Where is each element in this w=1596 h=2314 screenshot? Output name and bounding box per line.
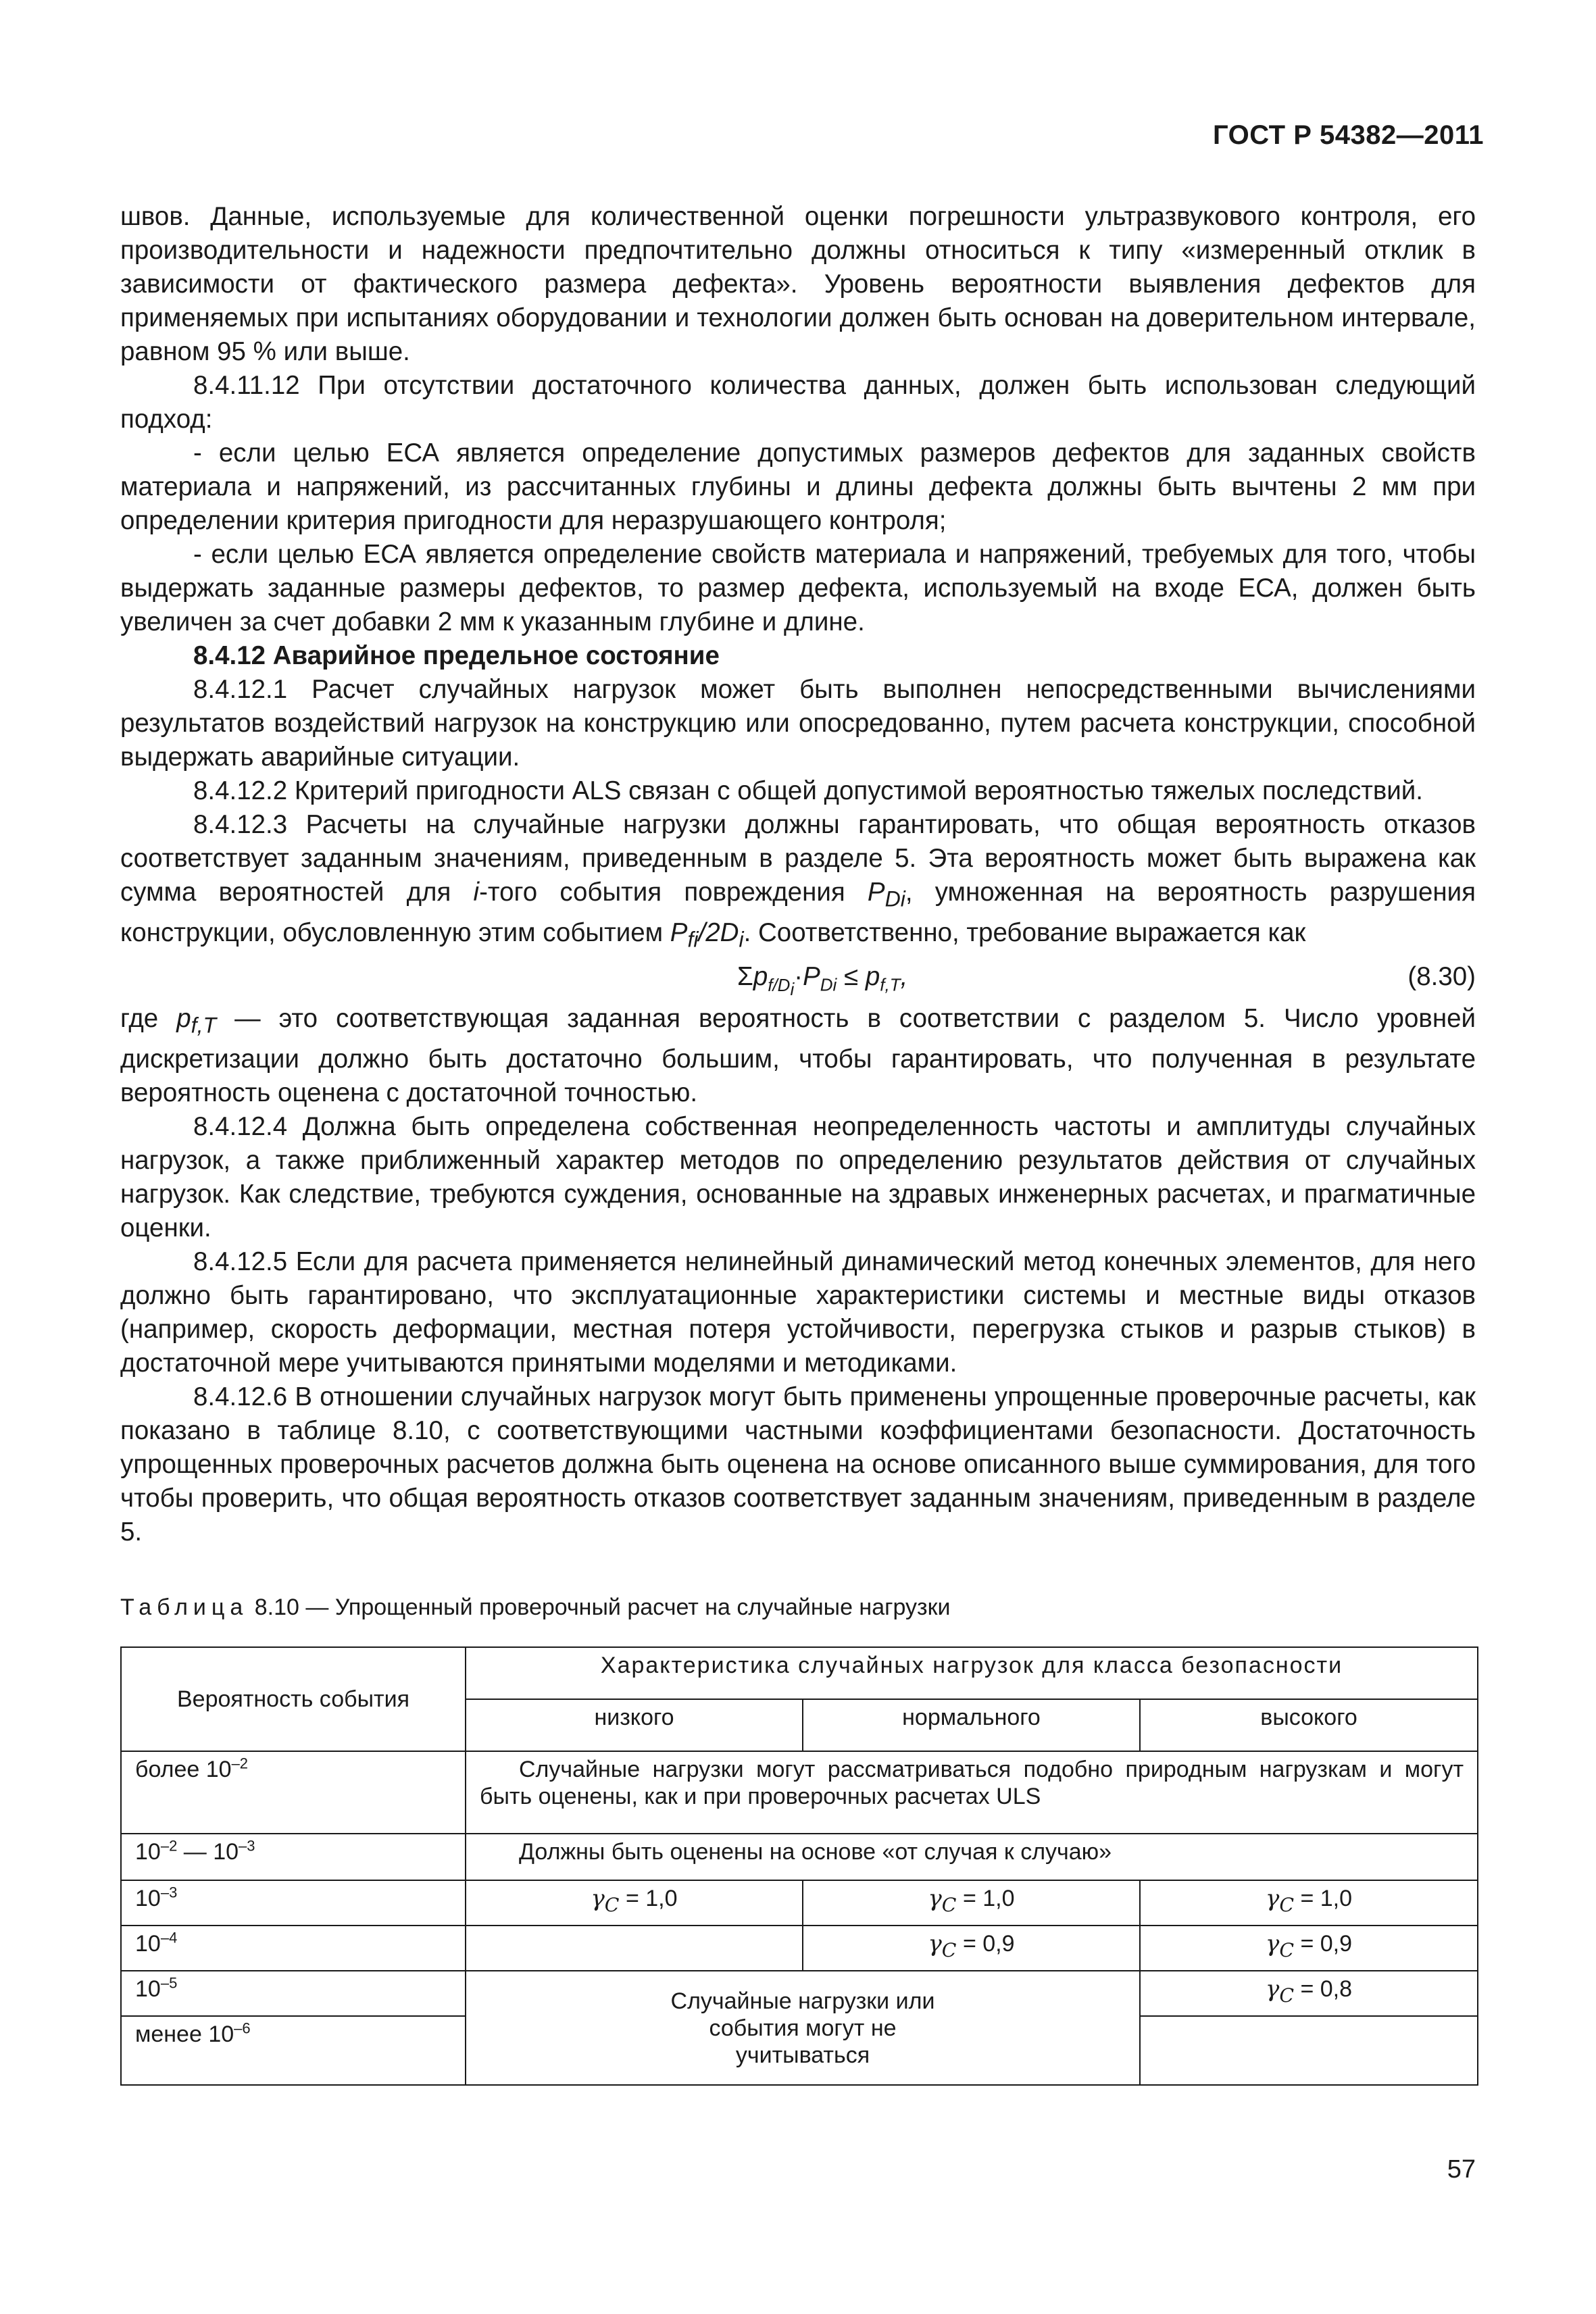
cell-merged-ignore: Случайные нагрузки или события могут не учитываться (466, 1971, 1140, 2085)
math-sub: f,T (191, 1013, 217, 1038)
gamma-value: = 1,0 (962, 1886, 1015, 1912)
table-row (121, 1926, 1478, 1971)
cell-merged-text: Должны быть оценены на основе «от случая к случаю» (466, 1834, 1478, 1880)
text-run: 8.4.12.3 Расчеты на случайные нагрузки должны гарантировать, что общая вероятность отказов соответствует заданным значениям, приведенным в разделе 5. Эта вероятность может быть выражена как сумма вероятностей для (120, 810, 1476, 907)
gamma-value: = 0,9 (962, 1931, 1015, 1957)
prob-value: 10 (213, 1839, 239, 1865)
math-var: p (753, 962, 768, 992)
math-var: p (176, 1004, 191, 1034)
paragraph-continuation: швов. Данные, используемые для количественной оценки погрешности ультразвукового контроля, его производительности и надежности предпочтительно должны относиться к типу «измеренный отклик в зависимости от фактического размера дефекта». Уровень вероятности выявления дефектов для применяемых при испытаниях оборудовании и технологии должен быть основан на доверительном интервале, равном 95 % или выше. (120, 202, 1476, 366)
math-var: P (803, 962, 820, 992)
gamma-sub: C (941, 1894, 957, 1917)
table-row (121, 1834, 1478, 1880)
table-row (121, 1971, 1478, 2016)
cell-probability (121, 2016, 466, 2085)
cell-gamma-low (466, 1880, 803, 1926)
section-heading-8-4-12: 8.4.12 Аварийное предельное состояние (193, 641, 720, 670)
header-normal: нормального (803, 1699, 1140, 1751)
math-var: P (867, 878, 885, 907)
prob-value: 10 (135, 1839, 161, 1865)
math-sub: fi (687, 927, 699, 952)
page-number: 57 (1447, 2155, 1476, 2184)
table-header-row (121, 1647, 1478, 1699)
math-sub: f,T (880, 975, 901, 996)
equation-number: (8.30) (1407, 962, 1476, 992)
table-caption (120, 1594, 951, 1621)
text-run: , умноженная на вероятность разрушения конструкции, обусловленную этим событием (120, 878, 1476, 947)
gamma-symbol: γ (591, 1885, 605, 1913)
gamma-symbol: γ (1265, 1885, 1280, 1913)
text-run: где (120, 1004, 177, 1034)
gamma-value: = 0,8 (1300, 1976, 1353, 2003)
prob-exponent: –3 (160, 1884, 178, 1901)
paragraph-where (120, 1002, 1476, 1110)
cell-gamma-high (1140, 1880, 1478, 1926)
paragraph-8-4-12-6: 8.4.12.6 В отношении случайных нагрузок могут быть применены упрощенные проверочные расчеты, как показано в таблице 8.10, с соответствующими частными коэффициентами безопасности. Достаточность упрощенных проверочных расчетов должна быть оценена на основе описанного выше суммирования, для того чтобы проверить, что общая вероятность отказов соответствует заданным значениям, приведенным в разделе 5. (120, 1382, 1476, 1547)
prob-value: 10 (135, 1976, 161, 2003)
document-body (120, 200, 1476, 1549)
cell-merged-text: Случайные нагрузки могут рассматриваться подобно природным нагрузкам и могут быть оценены, как и при проверочных расчетах ULS (466, 1751, 1478, 1834)
prob-exponent: –2 (160, 1837, 178, 1855)
text-run: . Соответственно, требование выражается как (743, 917, 1306, 947)
gamma-value: = 0,9 (1300, 1931, 1353, 1957)
table-8-10 (120, 1646, 1478, 2086)
header-low: низкого (466, 1699, 803, 1751)
math-var: p (865, 962, 880, 992)
cell-gamma-normal (803, 1880, 1140, 1926)
gamma-sub: C (1279, 1984, 1294, 2007)
caption-text: 8.10 — Упрощенный проверочный расчет на случайные нагрузки (254, 1594, 951, 1620)
prob-exponent: –5 (160, 1975, 178, 1992)
math-var: i (473, 878, 480, 907)
text-run: — это соответствующая заданная вероятность в соответствии с разделом 5. Число уровней дискретизации должно быть достаточно большим, чтобы гарантировать, что полученная в результате вероятность оценена с достаточной точностью. (120, 1004, 1476, 1108)
list-item-1: - если целью ЕСА является определение допустимых размеров дефектов для заданных свойств материала и напряжений, из рассчитанных глубины и длины дефекта должны быть вычтены 2 мм при определении критерия пригодности для неразрушающего контроля; (120, 438, 1476, 535)
cell-probability (121, 1834, 466, 1880)
gamma-sub: C (604, 1894, 620, 1917)
formula-expression (737, 960, 907, 1006)
header-probability: Вероятность события (121, 1647, 466, 1751)
math-sub: f/D (768, 975, 791, 996)
cell-gamma-high (1140, 1971, 1478, 2016)
gamma-symbol: γ (928, 1930, 942, 1958)
math-sub: Di (820, 975, 837, 996)
cell-empty (466, 1926, 803, 1971)
sum-symbol: Σ (737, 962, 753, 992)
paragraph-8-4-11-12: 8.4.11.12 При отсутствии достаточного количества данных, должен быть использован следующий подход: (120, 371, 1476, 434)
prob-value: 10 (135, 1886, 161, 1912)
cell-empty (1140, 2016, 1478, 2085)
gamma-symbol: γ (1265, 1930, 1280, 1958)
math-subsub: i (790, 979, 795, 1000)
prob-value: более 10 (135, 1757, 232, 1783)
table-row (121, 1751, 1478, 1834)
cell-probability (121, 1926, 466, 1971)
text-run: -того события повреждения (479, 878, 868, 907)
header-group: Характеристика случайных нагрузок для класса безопасности (466, 1647, 1478, 1699)
prob-exponent: –4 (160, 1930, 178, 1947)
prob-exponent: –2 (231, 1755, 249, 1773)
table-row (121, 1880, 1478, 1926)
cell-probability (121, 1880, 466, 1926)
math-op: /2 (698, 917, 720, 947)
gamma-symbol: γ (928, 1885, 942, 1913)
formula-8-30 (120, 960, 1476, 999)
caption-label: Таблица (120, 1594, 249, 1620)
list-item-2: - если целью ЕСА является определение свойств материала и напряжений, требуемых для того, чтобы выдержать заданные размеры дефектов, то размер дефекта, используемый на входе ЕСА, должен быть увеличен за счет добавки 2 мм к указанным глубине и длине. (120, 540, 1476, 636)
cell-probability (121, 1751, 466, 1834)
paragraph-8-4-12-5: 8.4.12.5 Если для расчета применяется нелинейный динамический метод конечных элементов, для него должно быть гарантировано, что эксплуатационные характеристики системы и местные виды отказов (например, скорость деформации, местная потеря устойчивости, перегрузка стыков и разрыв стыков) в достаточной мере учитываются принятыми моделями и методиками. (120, 1247, 1476, 1378)
prob-exponent: –3 (239, 1837, 255, 1855)
gamma-symbol: γ (1265, 1976, 1280, 2003)
gamma-value: = 1,0 (1300, 1886, 1353, 1912)
math-var: P (670, 917, 688, 947)
dot-operator: · (794, 962, 803, 992)
prob-value: менее 10 (135, 2021, 234, 2048)
math-comma: , (900, 962, 908, 992)
gamma-sub: C (1279, 1894, 1294, 1917)
le-operator: ≤ (837, 962, 866, 992)
prob-value: 10 (135, 1931, 161, 1957)
math-sub: Di (884, 886, 905, 911)
paragraph-8-4-12-3 (120, 808, 1476, 956)
cell-gamma-normal (803, 1926, 1140, 1971)
cell-probability (121, 1971, 466, 2016)
document-code: ГОСТ Р 54382—2011 (1213, 120, 1484, 150)
gamma-sub: C (941, 1939, 957, 1962)
paragraph-8-4-12-1: 8.4.12.1 Расчет случайных нагрузок может быть выполнен непосредственными вычислениями результатов воздействий нагрузок на конструкцию или опосредованно, путем расчета конструкции, способной выдержать аварийные ситуации. (120, 675, 1476, 772)
cell-gamma-high (1140, 1926, 1478, 1971)
range-dash: — (177, 1839, 214, 1865)
gamma-sub: C (1279, 1939, 1294, 1962)
math-var: D (720, 917, 739, 947)
paragraph-8-4-12-4: 8.4.12.4 Должна быть определена собственная неопределенность частоты и амплитуды случайных нагрузок, а также приближенный характер методов по определению результатов действия от случайных нагрузок. Как следствие, требуются суждения, основанные на здравых инженерных расчетах, и прагматичные оценки. (120, 1112, 1476, 1243)
paragraph-8-4-12-2: 8.4.12.2 Критерий пригодности ALS связан с общей допустимой вероятностью тяжелых последствий. (193, 776, 1423, 805)
gamma-value: = 1,0 (625, 1886, 678, 1912)
header-high: высокого (1140, 1699, 1478, 1751)
prob-exponent: –6 (234, 2020, 251, 2038)
math-sub: i (739, 927, 744, 952)
